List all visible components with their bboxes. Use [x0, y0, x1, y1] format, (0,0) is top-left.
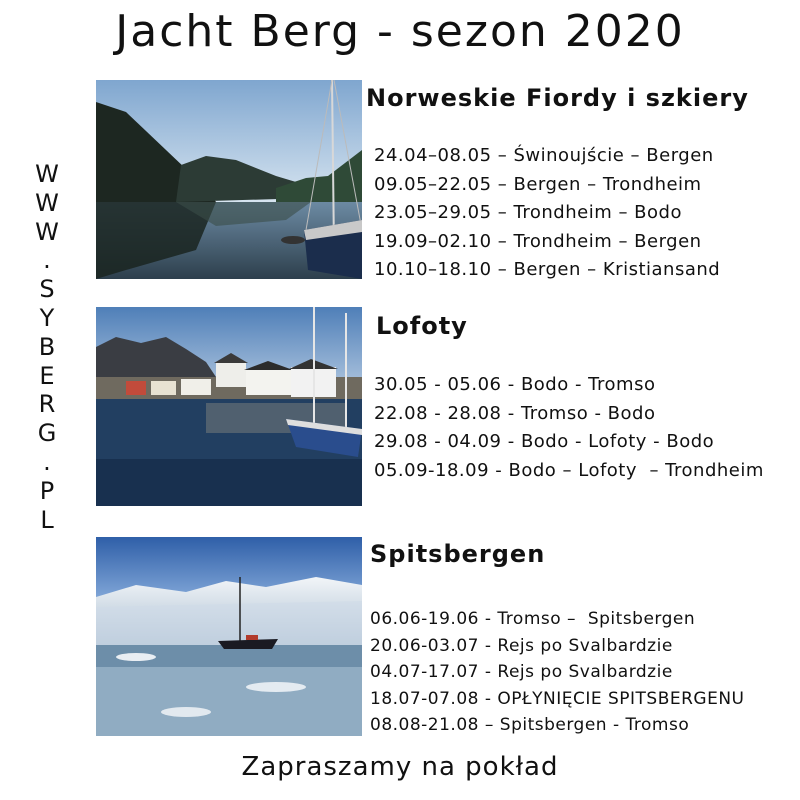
website-letter: S — [39, 275, 55, 304]
website-letter: W — [35, 217, 59, 246]
spitsbergen-photo — [96, 537, 362, 736]
website-letter: . — [43, 246, 51, 275]
trip-item: 06.06-19.06 - Tromso – Spitsbergen — [370, 609, 696, 629]
fjord-photo — [96, 80, 362, 279]
trip-list-norway — [374, 142, 720, 285]
website-letter: W — [35, 188, 59, 217]
website-letter: P — [39, 476, 55, 505]
website-letter: . — [43, 447, 51, 476]
section-title-spitsbergen: Spitsbergen — [370, 540, 546, 568]
trip-item: 23.05–29.05 – Trondheim – Bodo — [374, 202, 682, 223]
trip-item: 29.08 - 04.09 - Bodo - Lofoty - Bodo — [374, 431, 715, 452]
website-letter: W — [35, 160, 59, 188]
trip-list-lofoty — [374, 371, 764, 485]
website-address-vertical — [32, 160, 62, 534]
trip-item: 20.06-03.07 - Rejs po Svalbardzie — [370, 635, 673, 656]
trip-item: 19.09–02.10 – Trondheim – Bergen — [374, 230, 702, 252]
trip-item: 09.05–22.05 – Bergen – Trondheim — [374, 173, 702, 195]
trip-item: 18.07-07.08 - OPŁYNIĘCIE SPITSBERGENU — [370, 688, 745, 709]
trip-item: 10.10–18.10 – Bergen – Kristiansand — [374, 259, 721, 280]
trip-item: 05.09-18.09 - Bodo – Lofoty – Trondheim — [374, 459, 764, 481]
lofoty-photo — [96, 307, 362, 506]
website-letter: G — [37, 419, 57, 448]
website-letter: R — [38, 390, 56, 419]
trip-item: 30.05 - 05.06 - Bodo - Tromso — [374, 374, 656, 395]
trip-item: 22.08 - 28.08 - Tromso - Bodo — [374, 402, 656, 424]
website-letter: E — [39, 361, 55, 390]
trip-list-spitsbergen — [370, 606, 745, 739]
section-title-norway: Norweskie Fiordy i szkiery — [366, 84, 749, 112]
footer-invitation: Zapraszamy na pokład — [241, 752, 559, 782]
page-title: Jacht Berg - sezon 2020 — [115, 6, 685, 57]
trip-item: 04.07-17.07 - Rejs po Svalbardzie — [370, 662, 673, 682]
trip-item: 08.08-21.08 – Spitsbergen - Tromso — [370, 715, 690, 735]
website-letter: L — [40, 505, 54, 534]
website-letter: B — [38, 332, 56, 361]
trip-item: 24.04–08.05 – Świnoujście – Bergen — [374, 145, 714, 166]
website-letter: Y — [39, 303, 55, 332]
section-title-lofoty: Lofoty — [376, 312, 468, 340]
